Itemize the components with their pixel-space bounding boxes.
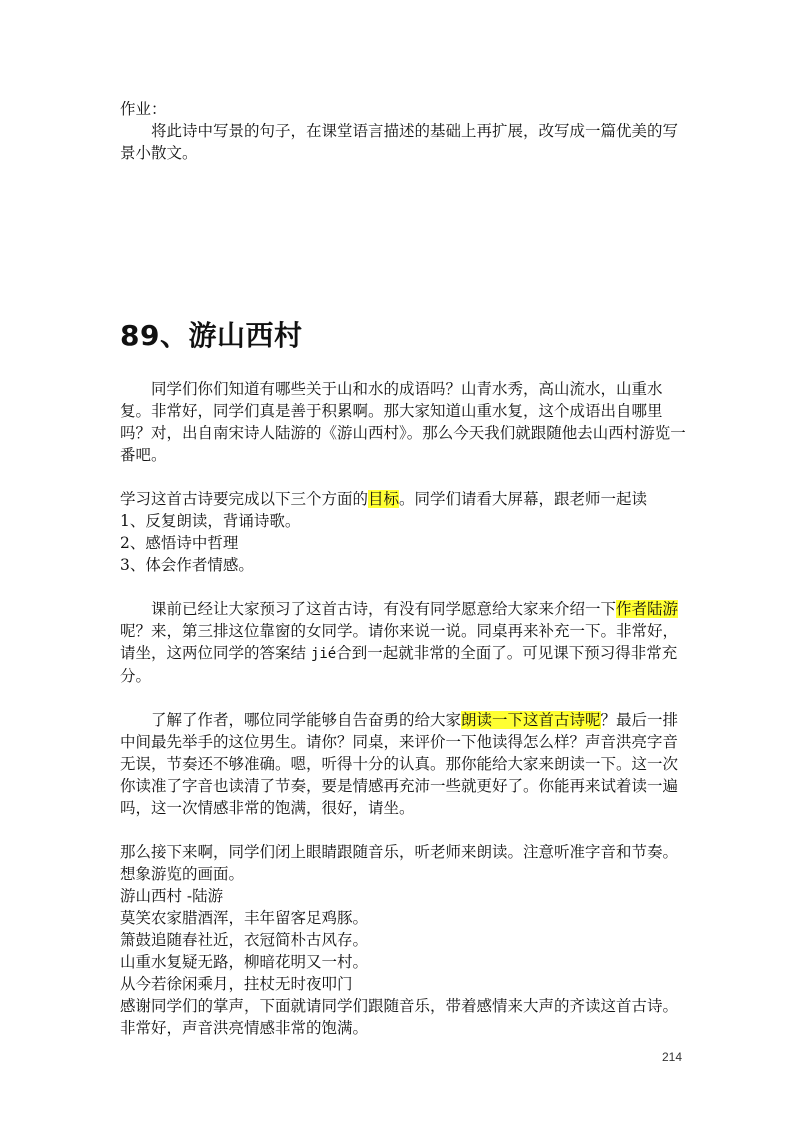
homework-heading: 作业： xyxy=(120,100,167,118)
goal-item: 2、感悟诗中哲理 xyxy=(120,534,239,552)
lesson-title: 89、游山西村 xyxy=(120,319,303,352)
lesson-body xyxy=(120,378,692,1039)
paragraph-gap xyxy=(120,576,692,598)
poem-line: 从今若徐闲乘月，拄杖无时夜叩门 xyxy=(120,975,353,993)
intro-paragraph: 同学们你们知道有哪些关于山和水的成语吗？山青水秀，高山流水，山重水复。非常好，同学们真是善于积累啊。那大家知道山重水复，这个成语出自哪里吗？对，出自南宋诗人陆游的《游山西村》。那么今天我们就跟随他去山西村游览一番吧。 xyxy=(120,380,686,464)
paragraph-gap xyxy=(120,687,692,709)
author-text-end: 合到一起就非常的全面了。可见课下预习得非常充分。 xyxy=(120,644,678,685)
goal-item: 1、反复朗读，背诵诗歌。 xyxy=(120,512,301,530)
poem-line: 箫鼓追随春社近，衣冠简朴古风存。 xyxy=(120,931,369,949)
reading-text-after: ？最后一排中间最先举手的这位男生。请你？同桌，来评价一下他读得怎么样？声音洪亮字音无误，节奏还不够准确。嗯，听得十分的认真。那你能给大家来朗读一下。这一次你读准了字音也读清了节奏，要是情感再充沛一些就更好了。你能再来试着读一遍吗，这一次情感非常的饱满，很好，请坐。 xyxy=(120,711,679,817)
goals-text-before: 学习这首古诗要完成以下三个方面的 xyxy=(120,490,369,508)
homework-text: 将此诗中写景的句子，在课堂语言描述的基础上再扩展，改写成一篇优美的写景小散文。 xyxy=(120,122,679,162)
reading-paragraph xyxy=(120,709,692,819)
author-highlight: 作者陆游 xyxy=(616,600,679,618)
paragraph-gap xyxy=(120,466,692,488)
pinyin-annotation: jié xyxy=(310,646,337,662)
page-number: 214 xyxy=(662,1050,683,1064)
author-paragraph xyxy=(120,598,692,687)
closing-paragraph: 感谢同学们的掌声，下面就请同学们跟随音乐，带着感情来大声的齐读这首古诗。非常好，声音洪亮情感非常的饱满。 xyxy=(120,997,679,1037)
author-text-before: 课前已经让大家预习了这首古诗，有没有同学愿意给大家来介绍一下 xyxy=(151,600,617,618)
goals-highlight: 目标 xyxy=(368,490,400,508)
paragraph-gap xyxy=(120,819,692,841)
poem-line: 山重水复疑无路，柳暗花明又一村。 xyxy=(120,953,369,971)
homework-section xyxy=(120,98,692,164)
listen-paragraph: 那么接下来啊，同学们闭上眼睛跟随音乐，听老师来朗读。注意听准字音和节奏。想象游览的画面。 xyxy=(120,843,679,883)
poem-line: 莫笑农家腊酒浑，丰年留客足鸡豚。 xyxy=(120,909,369,927)
poem-title: 游山西村 -陆游 xyxy=(120,887,224,905)
goals-paragraph xyxy=(120,488,692,510)
reading-highlight: 朗读一下这首古诗呢 xyxy=(461,711,601,729)
reading-text-before: 了解了作者，哪位同学能够自告奋勇的给大家 xyxy=(151,711,462,729)
goals-text-after: 。同学们请看大屏幕，跟老师一起读 xyxy=(399,490,648,508)
goal-item: 3、体会作者情感。 xyxy=(120,556,254,574)
author-text-after: 呢？来，第三排这位靠窗的女同学。请你来说一说。同桌再来补充一下。非常好，请坐，这两位同学的答案结 xyxy=(120,622,679,662)
